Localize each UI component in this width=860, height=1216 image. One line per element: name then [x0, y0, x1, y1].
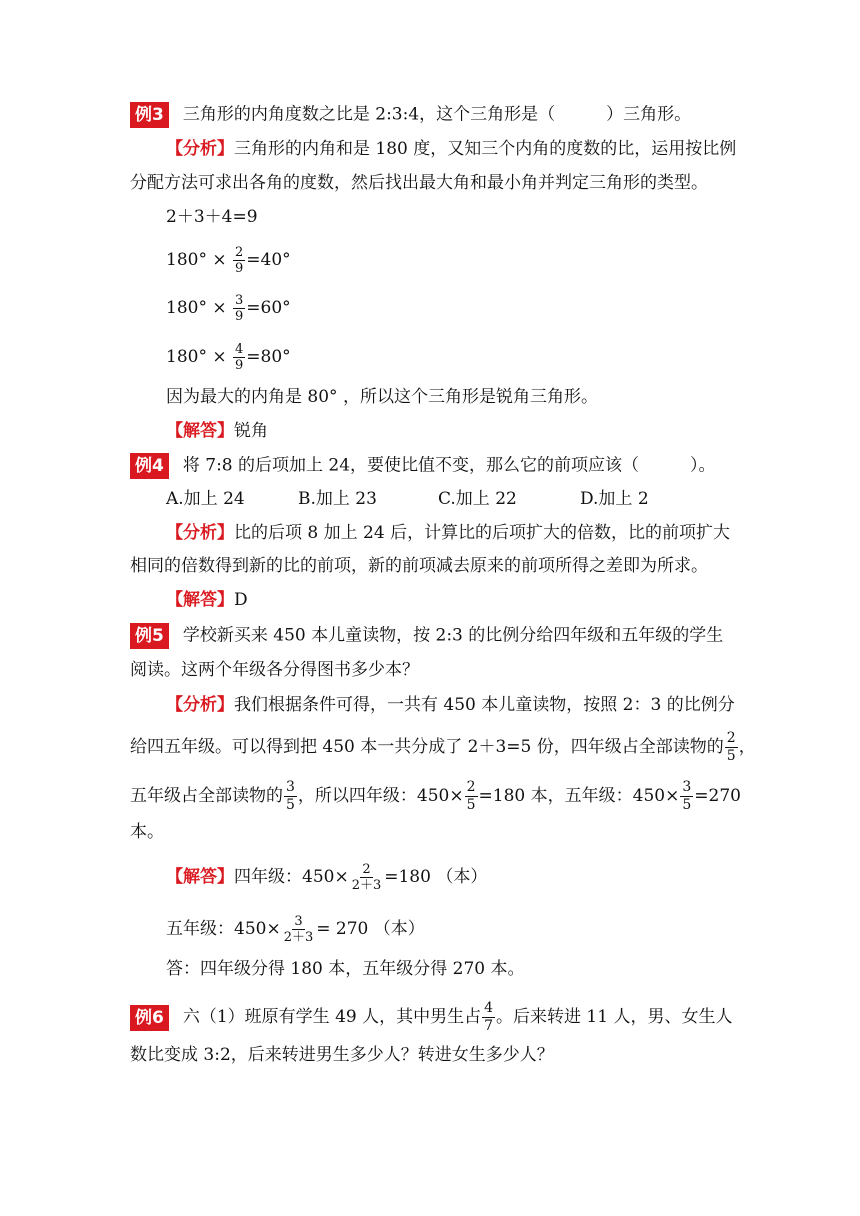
example-5-question-text: 学校新买来 450 本儿童读物，按 2:3 的比例分给四年级和五年级的学生	[182, 625, 724, 646]
example-3-tag: 例3	[130, 102, 169, 128]
example-5-analysis-line-4: 本。	[130, 822, 164, 842]
fraction-numerator: 3	[235, 293, 244, 308]
fraction	[284, 779, 297, 814]
fraction	[680, 779, 693, 814]
fraction-denominator: 5	[726, 748, 736, 764]
example-5-answer-line-3: 答：四年级分得 180 本，五年级分得 270 本。	[166, 959, 525, 979]
fraction-numerator: 2	[235, 245, 244, 260]
analysis-text: 三角形的内角和是 180 度，又知三个内角的度数的比，运用按比例	[234, 139, 737, 159]
fraction	[350, 862, 384, 893]
example-3-analysis-line-1	[166, 138, 736, 160]
answer-text: =180 （本）	[384, 867, 488, 887]
calc-prefix: 180° ×	[166, 250, 227, 270]
answer-label: 【解答】	[166, 590, 234, 610]
fraction	[725, 730, 738, 765]
example-5-answer-line-1	[166, 862, 487, 893]
fraction-denominator: 5	[466, 797, 476, 813]
calc-prefix: 180° ×	[166, 298, 227, 318]
answer-label: 【解答】	[166, 867, 234, 887]
answer-text: 锐角	[234, 421, 268, 441]
example-5-analysis-line-3	[130, 779, 741, 814]
example-4-option-b: B.加上 23	[298, 489, 377, 509]
example-5-question-line-2: 阅读。这两个年级各分得图书多少本？	[130, 660, 419, 680]
example-3-question	[130, 102, 691, 128]
fraction-numerator: 2	[466, 779, 476, 795]
fraction	[233, 245, 245, 276]
example-5-analysis-line-1	[166, 694, 735, 716]
example-4-option-c: C.加上 22	[438, 489, 517, 509]
example-3-analysis-line-2: 分配方法可求出各角的度数，然后找出最大角和最小角并判定三角形的类型。	[130, 173, 708, 193]
calc-prefix: 180° ×	[166, 347, 227, 367]
analysis-text: =180 本，五年级：450×	[478, 786, 680, 806]
example-4-analysis-line-2: 相同的倍数得到新的比的前项，新的前项减去原来的前项所得之差即为所求。	[130, 556, 708, 576]
calc-result: =40°	[246, 250, 291, 270]
fraction-denominator: 9	[235, 358, 244, 373]
fraction-numerator: 2	[726, 730, 736, 746]
example-3-conclusion: 因为最大的内角是 80° ，所以这个三角形是锐角三角形。	[166, 387, 598, 407]
analysis-text: 给四五年级。可以得到把 450 本一共分成了 2＋3=5 份，四年级占全部读物的	[130, 737, 724, 757]
fraction-numerator: 2	[362, 862, 371, 877]
calc-result: =80°	[246, 347, 291, 367]
punctuation: ，	[738, 737, 756, 757]
example-4-tag: 例4	[130, 453, 169, 479]
example-3-question-text: 三角形的内角度数之比是 2:3:4，这个三角形是（ ）三角形。	[182, 104, 692, 125]
fraction-numerator: 3	[294, 914, 303, 929]
fraction-numerator: 3	[682, 779, 692, 795]
example-3-sum: 2＋3＋4=9	[166, 207, 258, 227]
fraction-denominator: 2＋3	[283, 930, 314, 945]
fraction	[482, 1000, 495, 1035]
analysis-text: 我们根据条件可得，一共有 450 本儿童读物，按照 2：3 的比例分	[234, 695, 735, 715]
analysis-label: 【分析】	[166, 139, 234, 159]
example-4-option-d: D.加上 2	[580, 489, 649, 509]
fraction-denominator: 9	[235, 309, 244, 324]
calc-result: =60°	[246, 298, 291, 318]
fraction-numerator: 3	[286, 779, 295, 795]
fraction	[465, 779, 478, 814]
example-5-tag: 例5	[130, 623, 169, 649]
example-3-calc-1	[166, 245, 291, 276]
analysis-text: ，所以四年级：450×	[297, 786, 464, 806]
fraction-numerator: 4	[484, 1000, 494, 1016]
example-4-analysis-line-1	[166, 522, 730, 544]
example-5-analysis-line-2	[130, 730, 756, 765]
analysis-text: 比的后项 8 加上 24 后，计算比的后项扩大的倍数，比的前项扩大	[234, 523, 731, 543]
example-4-option-a: A.加上 24	[166, 489, 245, 509]
example-4-answer	[166, 589, 248, 611]
example-6-question-line-2: 数比变成 3:2，后来转进男生多少人？转进女生多少人？	[130, 1045, 554, 1065]
example-5-answer-line-2	[166, 914, 425, 945]
fraction	[282, 914, 316, 945]
example-4-question-text: 将 7:8 的后项加上 24，要使比值不变，那么它的前项应该（ ）。	[182, 455, 716, 476]
example-6-tag: 例6	[130, 1005, 169, 1031]
answer-text: = 270 （本）	[316, 919, 425, 939]
example-3-calc-3	[166, 342, 291, 373]
fraction	[233, 293, 245, 324]
example-6-question-text: 六（1）班原有学生 49 人，其中男生占	[182, 1007, 482, 1027]
example-6-question-text: 。后来转进 11 人，男、女生人	[496, 1007, 733, 1027]
example-3-calc-2	[166, 293, 291, 324]
answer-label: 【解答】	[166, 421, 234, 441]
answer-text: D	[234, 590, 248, 610]
example-5-question-line-1	[130, 623, 723, 649]
answer-text: 五年级：450×	[166, 919, 281, 939]
fraction-denominator: 5	[682, 797, 692, 813]
fraction-denominator: 7	[484, 1018, 494, 1034]
fraction-denominator: 2＋3	[351, 878, 382, 893]
fraction-denominator: 5	[286, 797, 295, 813]
fraction-numerator: 4	[235, 342, 244, 357]
analysis-label: 【分析】	[166, 695, 234, 715]
example-3-answer	[166, 420, 268, 442]
example-6-question-line-1	[130, 1000, 732, 1035]
fraction-denominator: 9	[235, 261, 244, 276]
answer-text: 四年级：450×	[234, 867, 349, 887]
analysis-text: =270	[694, 786, 741, 806]
analysis-label: 【分析】	[166, 523, 234, 543]
analysis-text: 五年级占全部读物的	[130, 786, 283, 806]
example-4-question	[130, 453, 716, 479]
fraction	[233, 342, 245, 373]
